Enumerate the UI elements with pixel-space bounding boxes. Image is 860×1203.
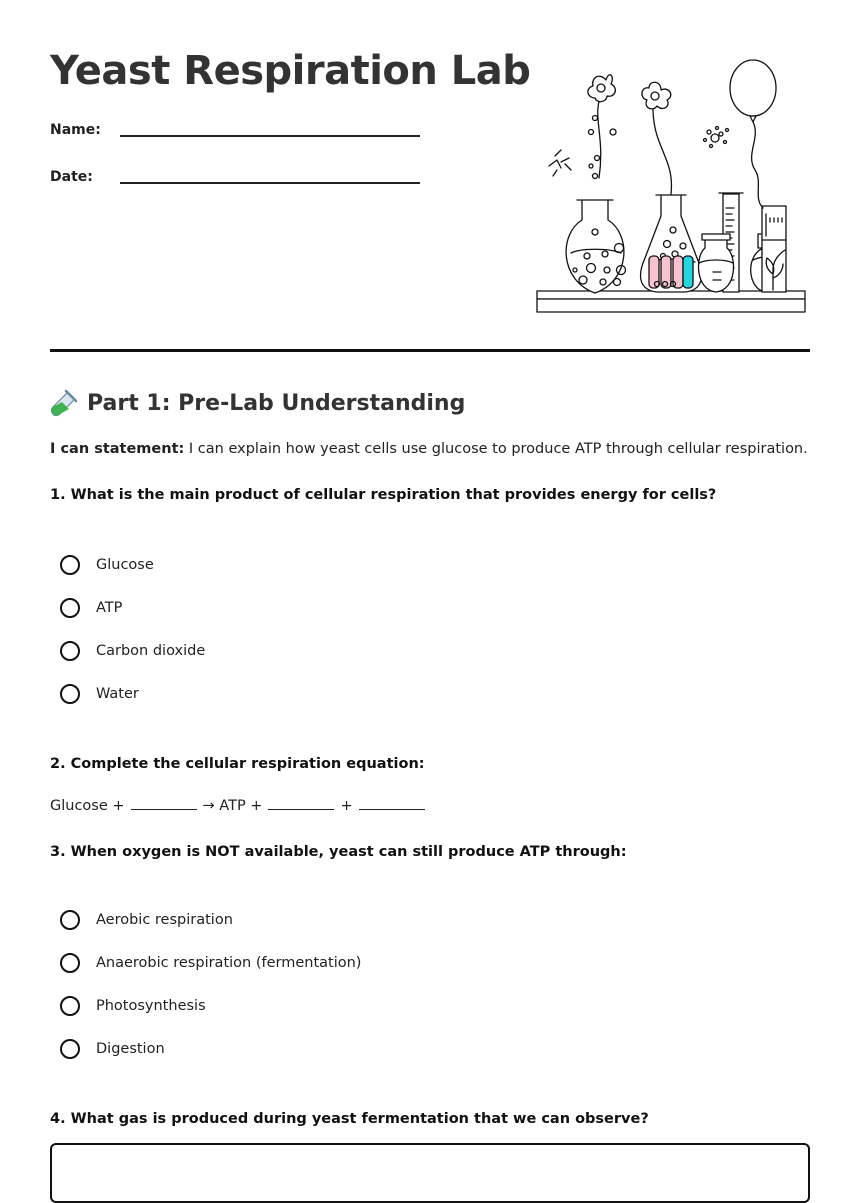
name-input-line[interactable] [120,135,420,137]
q3-option-digestion[interactable] [60,1027,361,1070]
test-tube-icon [50,389,78,417]
option-label: ATP [96,599,123,616]
question-1-options [60,543,205,715]
question-4: 4. What gas is produced during yeast fermentation that we can observe? [50,1111,649,1127]
radio-button[interactable] [60,555,80,575]
option-label: Digestion [96,1040,165,1057]
equation-arrow: → ATP + [202,798,263,814]
q3-option-photosynthesis[interactable] [60,984,361,1027]
radio-button[interactable] [60,953,80,973]
date-field [50,169,420,199]
q1-option-atp[interactable] [60,586,205,629]
option-label: Photosynthesis [96,997,206,1014]
q1-option-water[interactable] [60,672,205,715]
radio-button[interactable] [60,996,80,1016]
part1-title-text: Part 1: Pre-Lab Understanding [87,390,466,416]
q1-option-glucose[interactable] [60,543,205,586]
radio-button[interactable] [60,598,80,618]
i-can-label: I can statement: [50,441,185,457]
question-2: 2. Complete the cellular respiration equation: [50,756,425,772]
question-4-answer-box[interactable] [50,1143,810,1203]
name-label: Name: [50,122,101,138]
option-label: Glucose [96,556,154,573]
date-label: Date: [50,169,93,185]
q1-option-carbon-dioxide[interactable] [60,629,205,672]
radio-button[interactable] [60,910,80,930]
radio-button[interactable] [60,684,80,704]
q3-option-aerobic[interactable] [60,898,361,941]
option-label: Aerobic respiration [96,911,233,928]
option-label: Anaerobic respiration (fermentation) [96,954,362,971]
part1-title [50,389,465,417]
radio-button[interactable] [60,641,80,661]
lab-glassware-illustration-icon [535,58,810,318]
option-label: Water [96,685,139,702]
question-3: 3. When oxygen is NOT available, yeast can still produce ATP through: [50,844,627,860]
equation-start: Glucose + [50,798,125,814]
option-label: Carbon dioxide [96,642,206,659]
q3-option-anaerobic[interactable] [60,941,361,984]
page-title: Yeast Respiration Lab [50,48,531,94]
date-input-line[interactable] [120,182,420,184]
equation-blank-1[interactable] [131,797,197,810]
header-divider [50,349,810,352]
i-can-statement [50,441,808,457]
question-1: 1. What is the main product of cellular respiration that provides energy for cells? [50,487,717,503]
equation-blank-2[interactable] [268,797,334,810]
equation-blank-3[interactable] [359,797,425,810]
respiration-equation [50,797,431,814]
question-3-options [60,898,361,1070]
radio-button[interactable] [60,1039,80,1059]
name-field [50,122,420,152]
i-can-text: I can explain how yeast cells use glucose to produce ATP through cellular respiration. [188,441,808,457]
equation-plus: + [340,798,353,814]
